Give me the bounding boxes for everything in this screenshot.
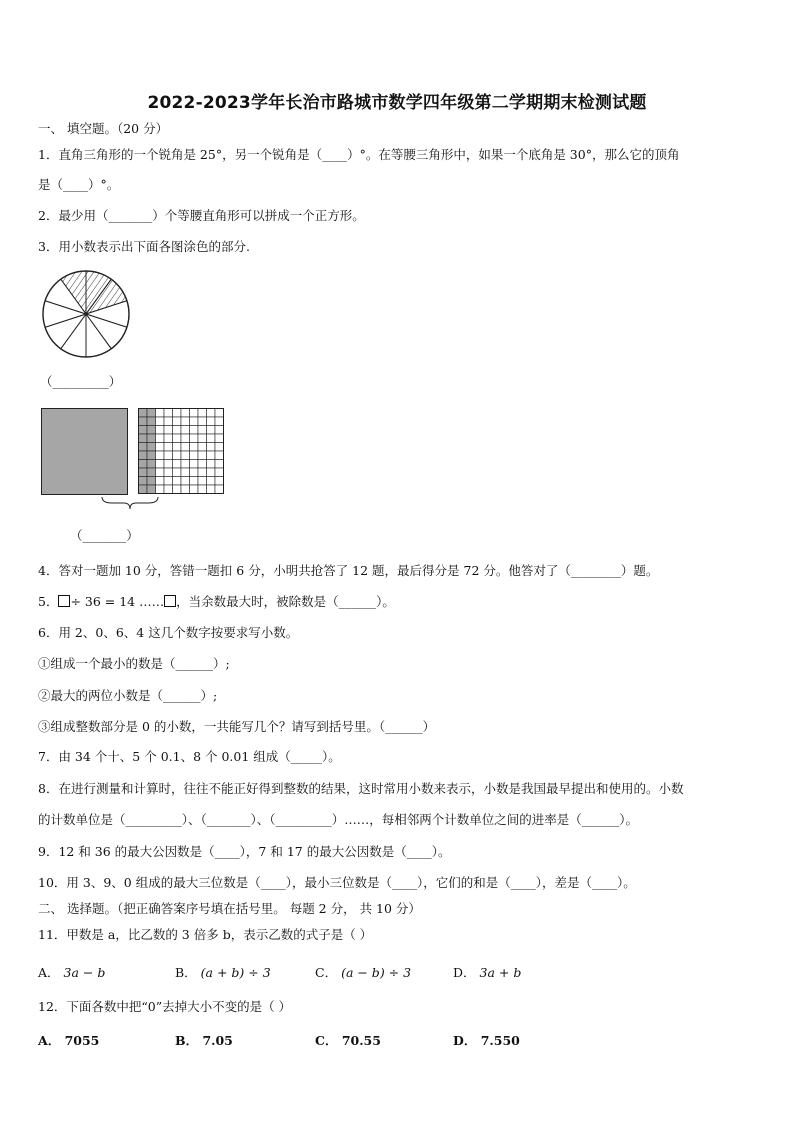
grid-cell	[164, 451, 173, 460]
question-12: 12．下面各数中把“0”去掉大小不变的是（ ）	[38, 999, 292, 1014]
shaded-grid-cell	[139, 434, 148, 443]
grid-cell	[198, 468, 207, 477]
question-8-line-2: 的计数单位是（_________）、（_______）、（_________）……，每相邻两个计数单位之间的进率是（______）。	[38, 812, 639, 827]
grid-cell	[207, 409, 216, 418]
grid-cells	[139, 409, 224, 494]
grid-cell	[173, 460, 182, 469]
grid-cell	[173, 477, 182, 486]
grid-cell	[190, 434, 199, 443]
question-5-expression: ÷ 36 = 14 ……	[70, 594, 165, 609]
grid-cell	[207, 426, 216, 435]
grid-cell	[215, 417, 224, 426]
grid-cell	[164, 434, 173, 443]
shaded-grid-cell	[147, 417, 156, 426]
grid-cell	[207, 468, 216, 477]
grid-cell	[215, 434, 224, 443]
grid-cell	[181, 460, 190, 469]
grid-cell	[190, 485, 199, 494]
grid-cell	[181, 451, 190, 460]
grid-cell	[181, 485, 190, 494]
grid-cell	[156, 477, 165, 486]
shaded-grid-cell	[147, 477, 156, 486]
blank-box-icon	[58, 595, 70, 607]
grid-cell	[190, 468, 199, 477]
shaded-grid-cell	[147, 485, 156, 494]
grid-cell	[207, 451, 216, 460]
grid-cell	[198, 434, 207, 443]
shaded-grid-cell	[139, 460, 148, 469]
brace-icon	[100, 496, 160, 510]
q11-option-a[interactable]: A． 3a − b	[38, 965, 106, 980]
shaded-grid-cell	[139, 409, 148, 418]
shaded-grid-cell	[147, 434, 156, 443]
grid-cell	[215, 409, 224, 418]
grid-cell	[215, 477, 224, 486]
question-5	[38, 594, 768, 610]
grid-cell	[181, 417, 190, 426]
grid-cell	[215, 426, 224, 435]
section-heading-choice: 二、 选择题。（把正确答案序号填在括号里。 每题 2 分， 共 10 分）	[38, 901, 421, 916]
grid-cell	[207, 434, 216, 443]
shaded-grid-cell	[139, 477, 148, 486]
q12-option-d[interactable]: D． 7.550	[453, 1033, 520, 1048]
grid-cell	[190, 451, 199, 460]
question-3: 3．用小数表示出下面各图涂色的部分.	[38, 239, 250, 254]
shaded-grid-cell	[147, 460, 156, 469]
grid-cell	[207, 443, 216, 452]
grid-cell	[173, 409, 182, 418]
question-11: 11．甲数是 a，比乙数的 3 倍多 b，表示乙数的式子是（ ）	[38, 927, 373, 942]
grid-cell	[207, 485, 216, 494]
grid-cell	[198, 451, 207, 460]
grid-cell	[181, 426, 190, 435]
question-3-answer-blank-1: （_________）	[40, 374, 122, 389]
grid-cell	[156, 417, 165, 426]
grid-cell	[173, 426, 182, 435]
circle-sectors	[43, 271, 129, 357]
question-6-part-3: ③组成整数部分是 0 的小数，一共能写几个？请写到括号里。（______）	[38, 719, 436, 734]
grid-cell	[207, 417, 216, 426]
q11-option-c[interactable]: C． (a − b) ÷ 3	[315, 965, 412, 980]
grid-cell	[198, 443, 207, 452]
grid-cell	[173, 485, 182, 494]
shaded-grid-cell	[139, 443, 148, 452]
shaded-grid-cell	[147, 451, 156, 460]
q12-option-a[interactable]: A． 7055	[38, 1033, 100, 1048]
grid-cell	[198, 460, 207, 469]
page-title: 2022-2023学年长治市路城市数学四年级第二学期期末检测试题	[147, 93, 647, 113]
grid-cell	[173, 434, 182, 443]
question-1-line-2: 是（____）°。	[38, 177, 120, 192]
question-1-line-1: 1．直角三角形的一个锐角是 25°，另一个锐角是（____）°。在等腰三角形中，如果一个底角是 30°，那么它的顶角	[38, 147, 680, 162]
grid-cell	[198, 409, 207, 418]
question-8-line-1: 8．在进行测量和计算时，往往不能正好得到整数的结果，这时常用小数来表示，小数是我国最早提出和使用的。小数	[38, 781, 684, 796]
question-6: 6．用 2、0、6、4 这几个数字按要求写小数。	[38, 625, 299, 640]
grid-cell	[181, 434, 190, 443]
grid-cell	[173, 468, 182, 477]
grid-cell	[156, 434, 165, 443]
question-6-part-1: ①组成一个最小的数是（______）;	[38, 656, 230, 671]
question-2: 2．最少用（_______）个等腰直角形可以拼成一个正方形。	[38, 208, 365, 223]
shaded-grid-cell	[139, 417, 148, 426]
grid-cell	[190, 426, 199, 435]
q11-option-d[interactable]: D． 3a + b	[453, 965, 522, 980]
grid-cell	[198, 477, 207, 486]
grid-square-figure	[138, 408, 224, 494]
grid-cell	[190, 417, 199, 426]
shaded-square-full	[41, 408, 128, 495]
grid-cell	[173, 443, 182, 452]
shaded-grid-cell	[139, 426, 148, 435]
shaded-circle-figure	[40, 270, 135, 360]
grid-cell	[207, 477, 216, 486]
grid-cell	[215, 460, 224, 469]
grid-cell	[198, 417, 207, 426]
grid-cell	[164, 468, 173, 477]
question-4: 4．答对一题加 10 分，答错一题扣 6 分，小明共抢答了 12 题，最后得分是 72 分。他答对了（________）题。	[38, 563, 659, 578]
grid-cell	[207, 460, 216, 469]
grid-cell	[190, 477, 199, 486]
grid-cell	[156, 468, 165, 477]
grid-cell	[156, 485, 165, 494]
shaded-grid-cell	[147, 443, 156, 452]
question-10: 10．用 3、9、0 组成的最大三位数是（____），最小三位数是（____），它们的和是（____），差是（____）。	[38, 875, 636, 890]
grid-cell	[164, 477, 173, 486]
question-7: 7．由 34 个十、5 个 0.1、8 个 0.01 组成（_____）。	[38, 749, 341, 764]
grid-cell	[156, 451, 165, 460]
q11-option-b[interactable]: B． (a + b) ÷ 3	[175, 965, 271, 980]
shaded-grid-cell	[139, 451, 148, 460]
grid-cell	[164, 443, 173, 452]
q12-option-c[interactable]: C． 70.55	[315, 1033, 381, 1048]
grid-cell	[181, 443, 190, 452]
grid-cell	[181, 477, 190, 486]
grid-cell	[173, 451, 182, 460]
shaded-grid-cell	[147, 468, 156, 477]
shaded-grid-cell	[139, 485, 148, 494]
shaded-grid-cell	[147, 426, 156, 435]
grid-cell	[164, 485, 173, 494]
question-9: 9．12 和 36 的最大公因数是（____），7 和 17 的最大公因数是（____）。	[38, 844, 451, 859]
grid-cell	[156, 426, 165, 435]
grid-cell	[215, 468, 224, 477]
grid-cell	[164, 409, 173, 418]
question-5-text: ，当余数最大时，被除数是（______）。	[176, 594, 395, 609]
grid-cell	[190, 443, 199, 452]
section-heading-fill-in: 一、 填空题。（20 分）	[38, 121, 169, 136]
grid-cell	[190, 460, 199, 469]
blank-box-icon	[164, 595, 176, 607]
question-6-part-2: ②最大的两位小数是（______）;	[38, 688, 218, 703]
q12-option-b[interactable]: B． 7.05	[175, 1033, 233, 1048]
question-5-number: 5．	[38, 594, 59, 609]
grid-cell	[215, 443, 224, 452]
shaded-grid-cell	[147, 409, 156, 418]
grid-cell	[181, 468, 190, 477]
grid-cell	[173, 417, 182, 426]
grid-cell	[181, 409, 190, 418]
grid-cell	[156, 443, 165, 452]
question-3-answer-blank-2: （_______）	[70, 528, 139, 543]
grid-cell	[164, 426, 173, 435]
shaded-grid-cell	[139, 468, 148, 477]
grid-cell	[198, 485, 207, 494]
grid-cell	[190, 409, 199, 418]
grid-cell	[164, 460, 173, 469]
grid-cell	[198, 426, 207, 435]
grid-cell	[215, 451, 224, 460]
grid-cell	[156, 409, 165, 418]
grid-cell	[164, 417, 173, 426]
grid-cell	[156, 460, 165, 469]
grid-cell	[215, 485, 224, 494]
